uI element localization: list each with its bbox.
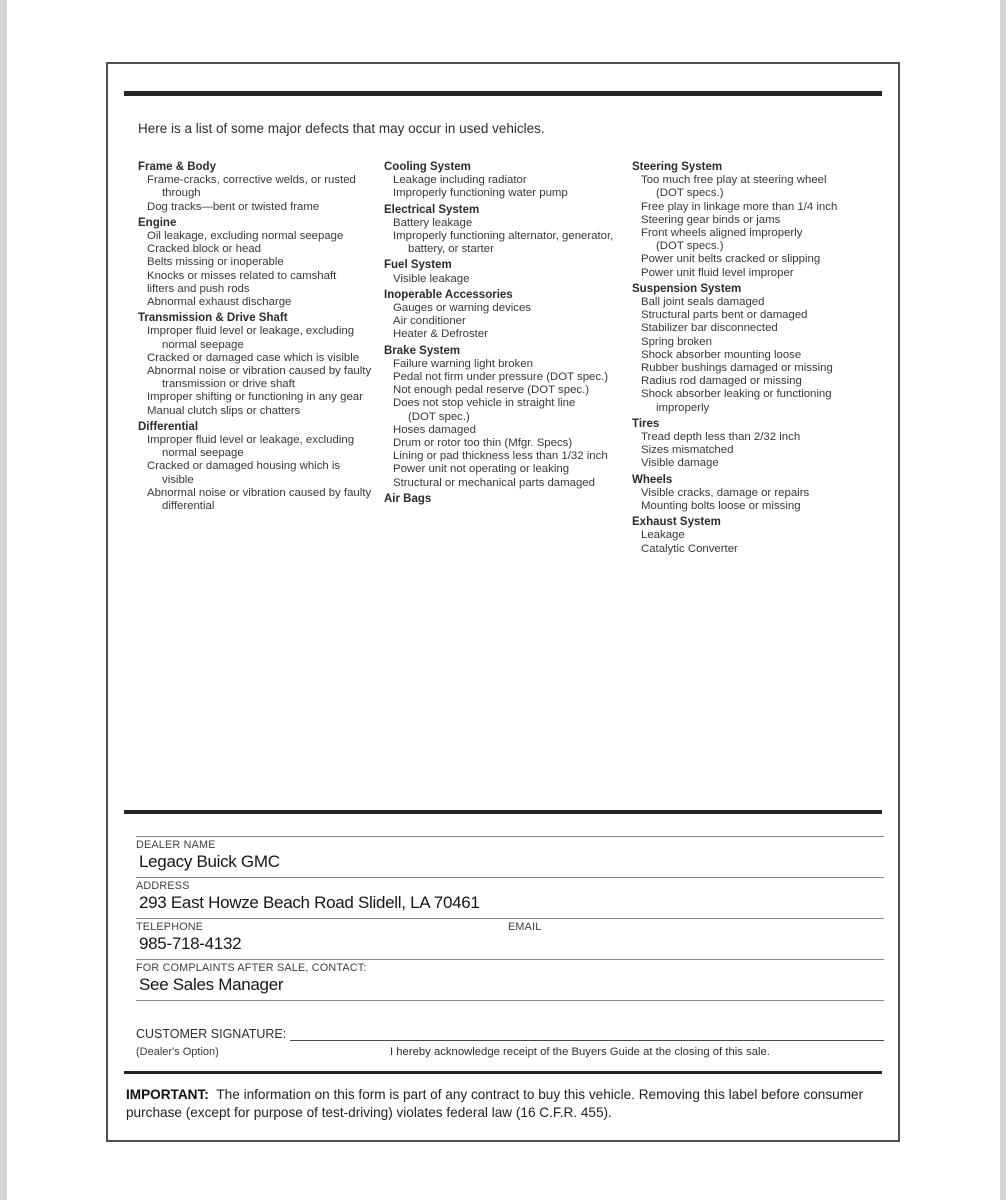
- page-left-margin: [0, 0, 7, 1200]
- address-field: [136, 877, 884, 918]
- defect-item-line: Steering gear binds or jams: [641, 213, 781, 226]
- defect-item-line: Dog tracks—bent or twisted frame: [147, 200, 320, 213]
- dealer-name-field: [136, 836, 884, 877]
- defect-section-title: Brake System: [384, 344, 461, 357]
- defect-item-line: Tread depth less than 2/32 inch: [641, 431, 801, 444]
- defect-item-line: Structural parts bent or damaged: [641, 309, 808, 322]
- defect-item-line: (DOT specs.): [656, 240, 724, 253]
- defect-item-line: Gauges or warning devices: [393, 302, 532, 315]
- dealer-section-divider: [124, 810, 882, 814]
- complaints-value: See Sales Manager: [139, 975, 284, 994]
- customer-signature-block: [136, 1026, 884, 1070]
- defect-section-title: Suspension System: [632, 282, 742, 295]
- defect-section-title: Cooling System: [384, 161, 471, 173]
- customer-signature-line: [290, 1026, 884, 1041]
- defect-item-line: Abnormal noise or vibration caused by faulty: [147, 486, 372, 499]
- defect-item-line: Drum or rotor too thin (Mfgr. Specs): [393, 437, 573, 450]
- defect-item-line: Battery leakage: [393, 216, 473, 229]
- defect-item-line: Free play in linkage more than 1/4 inch: [641, 200, 838, 213]
- defect-section-title: Transmission & Drive Shaft: [138, 312, 288, 325]
- defect-item-line: (DOT spec.): [408, 410, 470, 423]
- defect-section-title: Electrical System: [384, 203, 480, 216]
- defect-item-line: Radius rod damaged or missing: [641, 375, 802, 388]
- defect-section-title: Wheels: [632, 473, 673, 486]
- defect-item-line: Stabilizer bar disconnected: [641, 322, 778, 335]
- defect-item-line: Abnormal noise or vibration caused by faulty: [147, 365, 372, 378]
- defect-item-line: differential: [162, 500, 215, 513]
- defect-item-line: Improperly functioning water pump: [393, 187, 568, 200]
- address-label: ADDRESS: [136, 880, 190, 892]
- buyers-guide-form: [106, 62, 900, 1142]
- defect-item-line: normal seepage: [162, 447, 244, 460]
- defect-item-line: Power unit fluid level improper: [641, 266, 794, 279]
- defect-item-line: Visible damage: [641, 457, 719, 470]
- complaints-contact-field: [136, 959, 884, 1000]
- defect-item-line: Sizes mismatched: [641, 444, 734, 457]
- defect-item-line: Cracked block or head: [147, 243, 261, 256]
- defect-item-line: Spring broken: [641, 335, 712, 348]
- defect-item-line: Improper fluid level or leakage, excluding: [147, 434, 355, 447]
- important-label: IMPORTANT:: [126, 1087, 209, 1102]
- defect-item-line: Rubber bushings damaged or missing: [641, 362, 833, 375]
- customer-signature-label: CUSTOMER SIGNATURE:: [136, 1027, 287, 1041]
- defect-item-line: Visible cracks, damage or repairs: [641, 486, 810, 499]
- defect-item-line: Power unit belts cracked or slipping: [641, 253, 821, 266]
- defects-column-3: [632, 161, 888, 556]
- complaints-label: FOR COMPLAINTS AFTER SALE, CONTACT:: [136, 962, 367, 974]
- defect-item-line: Shock absorber leaking or functioning: [641, 388, 832, 401]
- defect-section-title: Frame & Body: [138, 161, 216, 173]
- dealer-name-value: Legacy Buick GMC: [139, 852, 280, 871]
- defect-item-line: Power unit not operating or leaking: [393, 463, 570, 476]
- defect-item-line: lifters and push rods: [147, 282, 250, 295]
- address-value: 293 East Howze Beach Road Slidell, LA 70461: [139, 893, 480, 912]
- acknowledgment-text: I hereby acknowledge receipt of the Buyers Guide at the closing of this sale.: [390, 1046, 770, 1058]
- defect-item-line: Leakage: [641, 529, 685, 542]
- defect-item-line: transmission or drive shaft: [162, 378, 295, 391]
- defect-item-line: (DOT specs.): [656, 187, 724, 200]
- defect-item-line: Cracked or damaged housing which is: [147, 460, 341, 473]
- dealers-option-note: (Dealer's Option): [136, 1046, 219, 1058]
- defect-section-title: Exhaust System: [632, 516, 721, 529]
- defect-item-line: Manual clutch slips or chatters: [147, 404, 301, 417]
- defect-item-line: Too much free play at steering wheel: [641, 174, 827, 187]
- defect-section-title: Differential: [138, 420, 199, 433]
- defect-item-line: Heater & Defroster: [393, 328, 488, 341]
- defect-item-line: Belts missing or inoperable: [147, 256, 284, 269]
- defect-item-line: Air conditioner: [393, 315, 466, 328]
- defect-item-line: Does not stop vehicle in straight line: [393, 397, 576, 410]
- defect-item-line: Oil leakage, excluding normal seepage: [147, 230, 344, 243]
- telephone-label: TELEPHONE: [136, 921, 204, 933]
- defect-section-title: Fuel System: [384, 259, 452, 272]
- important-section-divider: [124, 1071, 882, 1074]
- defect-item-line: Improper fluid level or leakage, excluding: [147, 325, 355, 338]
- defect-item-line: Lining or pad thickness less than 1/32 inch: [393, 450, 608, 463]
- defect-item-line: Improperly functioning alternator, generator,: [393, 230, 614, 243]
- telephone-email-field: [136, 918, 884, 959]
- defect-item-line: Improper shifting or functioning in any gear: [147, 391, 363, 404]
- defect-item-line: Frame-cracks, corrective welds, or rusted: [147, 174, 356, 187]
- defect-section-title: Air Bags: [384, 492, 432, 505]
- defect-item-line: Cracked or damaged case which is visible: [147, 351, 360, 364]
- defect-item-line: Leakage including radiator: [393, 174, 527, 187]
- defects-column-1: [138, 161, 384, 513]
- defect-section-title: Inoperable Accessories: [384, 288, 513, 301]
- dealer-info-fields: [136, 836, 884, 1001]
- dealer-name-label: DEALER NAME: [136, 839, 216, 851]
- important-text: The information on this form is part of any contract to buy this vehicle. Removing this label before consumer purchase (except for purpose of test-driving) violates federal law (16 C.F.R. 455).: [126, 1087, 864, 1120]
- defect-item-line: Mounting bolts loose or missing: [641, 500, 801, 513]
- defect-item-line: Ball joint seals damaged: [641, 296, 765, 309]
- defect-item-line: through: [162, 187, 201, 200]
- defect-section-title: Steering System: [632, 161, 723, 173]
- telephone-value: 985-718-4132: [139, 934, 242, 953]
- defects-column-2: [384, 161, 632, 506]
- defect-item-line: Knocks or misses related to camshaft: [147, 269, 337, 282]
- defects-intro-text: Here is a list of some major defects that may occur in used vehicles.: [138, 121, 545, 136]
- email-label: EMAIL: [508, 921, 542, 933]
- important-notice: [126, 1086, 882, 1122]
- defect-item-line: Visible leakage: [393, 272, 470, 285]
- defect-item-line: Hoses damaged: [393, 423, 476, 436]
- defect-item-line: Not enough pedal reserve (DOT spec.): [393, 384, 590, 397]
- defect-section-title: Tires: [632, 417, 660, 430]
- defect-item-line: Failure warning light broken: [393, 357, 533, 370]
- defect-item-line: Catalytic Converter: [641, 542, 738, 555]
- defect-item-line: Abnormal exhaust discharge: [147, 296, 292, 309]
- defect-item-line: normal seepage: [162, 338, 244, 351]
- page-right-margin: [1000, 0, 1006, 1200]
- defect-section-title: Engine: [138, 216, 177, 229]
- defect-item-line: battery, or starter: [408, 243, 494, 256]
- defect-item-line: Pedal not firm under pressure (DOT spec.): [393, 371, 609, 384]
- defect-item-line: Structural or mechanical parts damaged: [393, 476, 595, 489]
- defect-item-line: improperly: [656, 401, 710, 414]
- defect-item-line: Shock absorber mounting loose: [641, 348, 802, 361]
- defect-item-line: visible: [162, 473, 194, 486]
- defect-item-line: Front wheels aligned improperly: [641, 227, 803, 240]
- top-divider: [124, 91, 882, 96]
